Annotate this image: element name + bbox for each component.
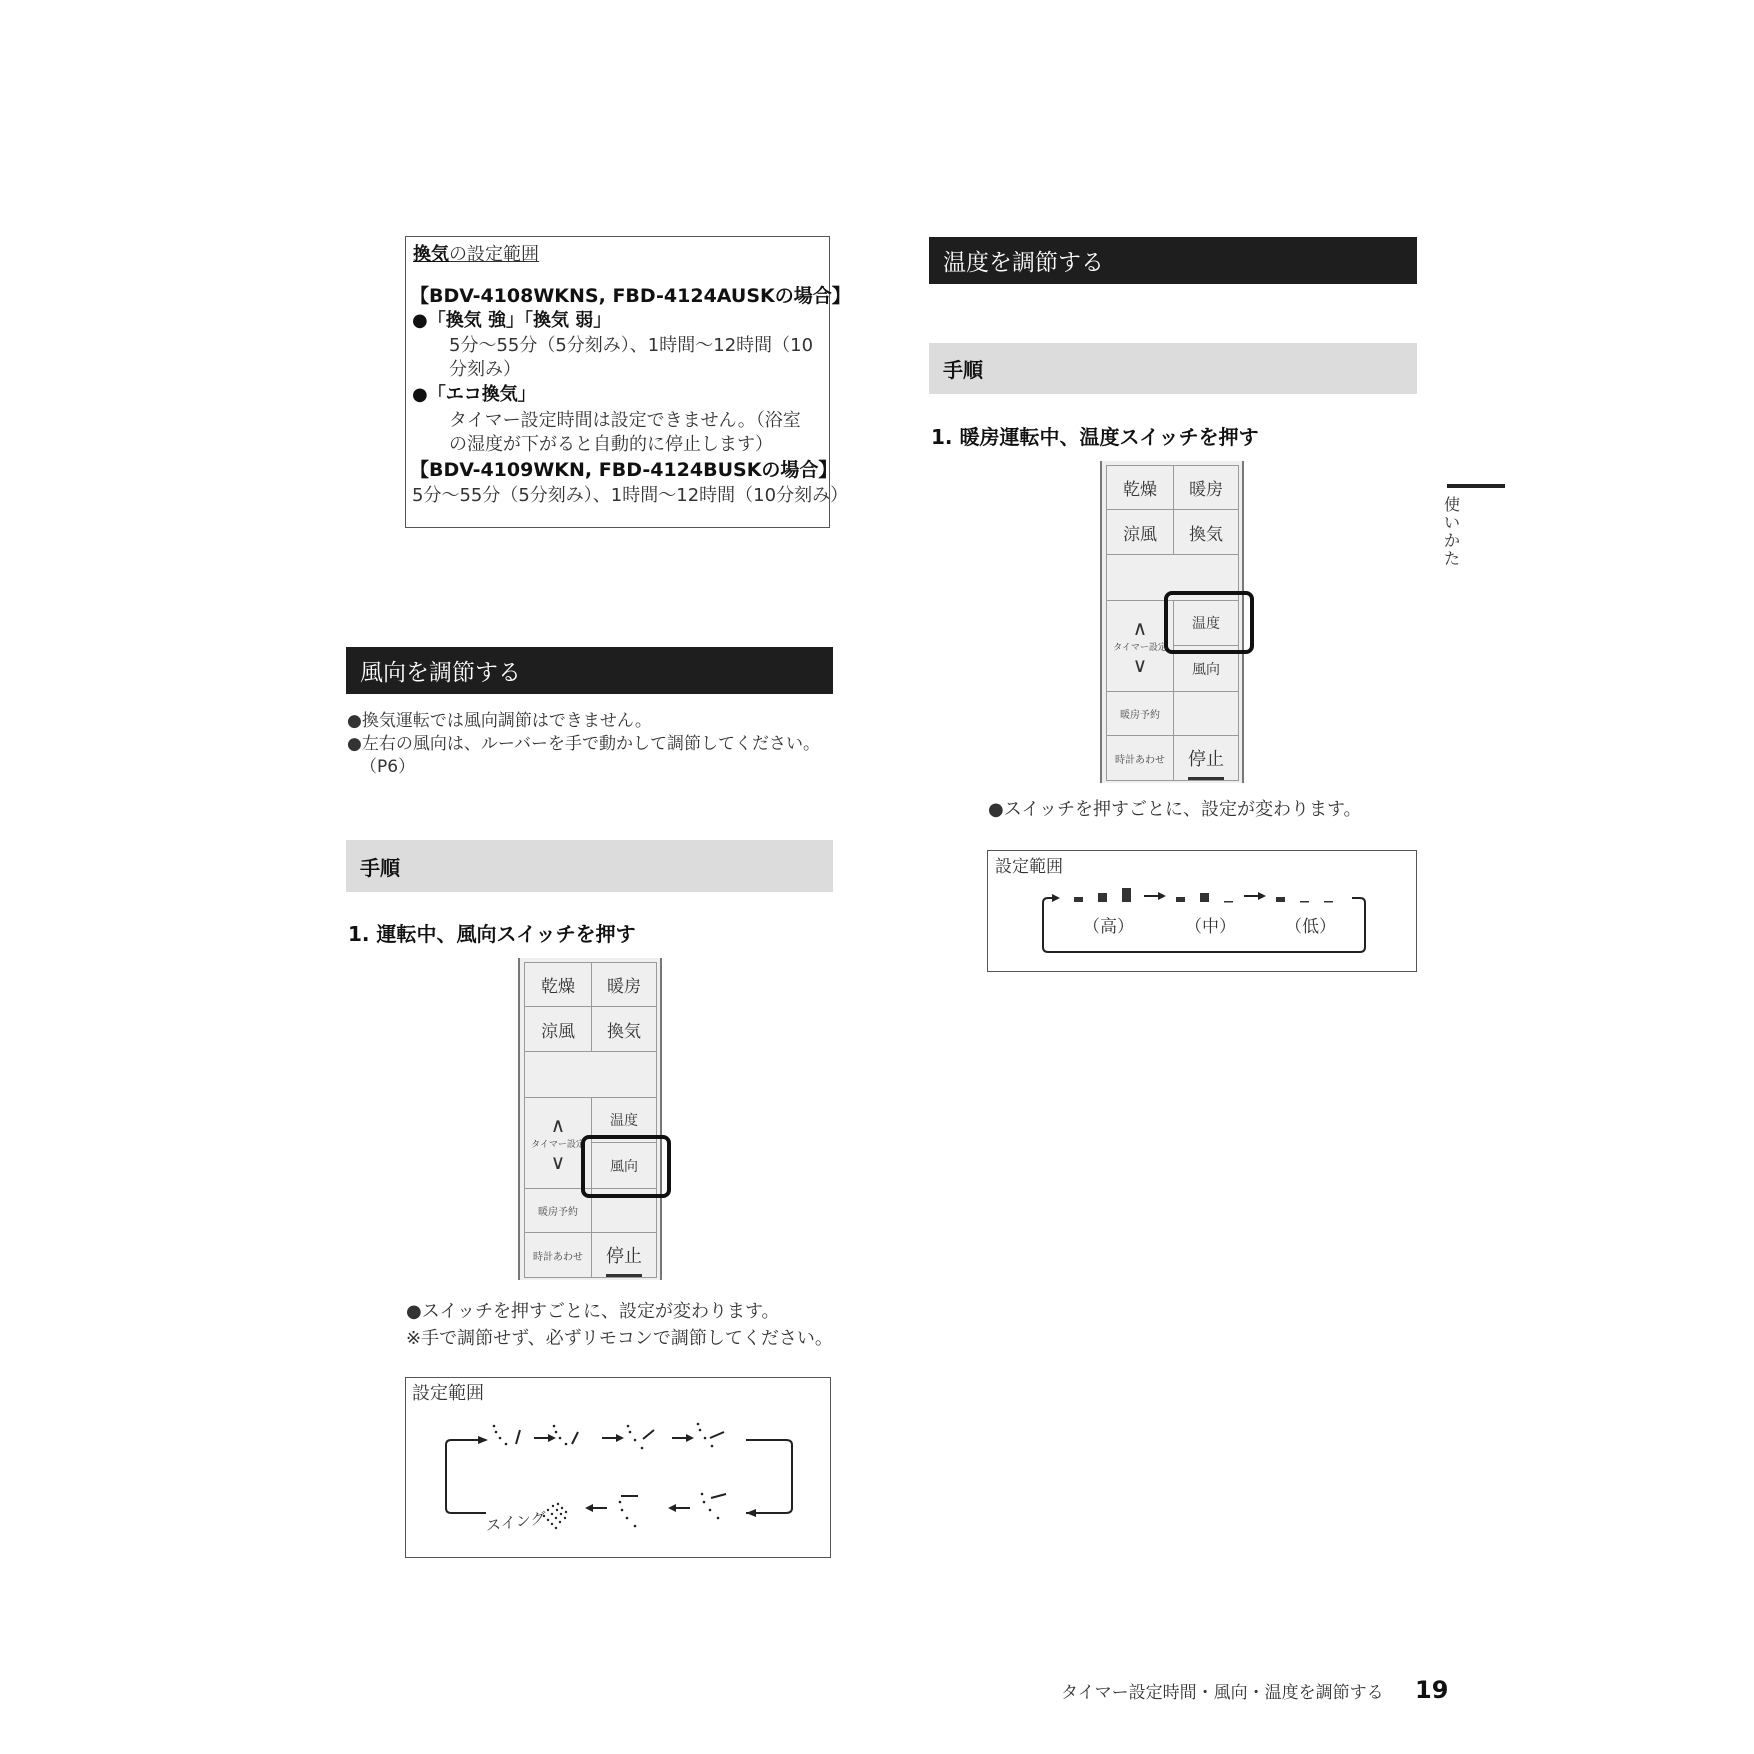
- stop-button[interactable]: 停止: [591, 1232, 657, 1278]
- model-a-label: 【BDV-4108WKNS, FBD-4124AUSKの場合】: [410, 285, 851, 307]
- temp-bullet: ●スイッチを押すごとに、設定が変わります。: [988, 799, 1362, 820]
- cool-button[interactable]: 涼風: [524, 1006, 592, 1052]
- page-number: 19: [1415, 1676, 1449, 1704]
- wind-procedure-heading: 手順: [346, 840, 833, 892]
- ventilation-range-box: [405, 236, 851, 528]
- temp-button-highlight: [1164, 591, 1254, 654]
- chevron-down-icon[interactable]: ∨: [1132, 652, 1148, 677]
- wind-button[interactable]: 風向: [591, 1142, 657, 1189]
- temperature-heading: 温度を調節する: [929, 237, 1417, 284]
- wind-note-2: ●左右の風向は、ルーバーを手で動かして調節してください。: [347, 734, 820, 754]
- temp-range-box: [987, 850, 1417, 972]
- wind-button[interactable]: 風向: [1173, 645, 1239, 692]
- wind-direction-heading: 風向を調節する: [346, 647, 833, 694]
- wind-direction-cycle-diagram: [406, 1378, 832, 1559]
- item1-label: ●「換気 強」「換気 弱」: [412, 310, 612, 331]
- side-tab-label: 使いかた: [1444, 495, 1461, 568]
- dry-button[interactable]: 乾燥: [524, 962, 592, 1007]
- temp-button[interactable]: 温度: [1173, 600, 1239, 646]
- timer-set-label: タイマー設定: [1113, 642, 1167, 653]
- heat-reserve-button[interactable]: 暖房予約: [1106, 691, 1174, 736]
- temp-procedure-heading: 手順: [929, 343, 1417, 394]
- timer-set-label: タイマー設定: [531, 1139, 585, 1150]
- ventilation-range-title: の設定範囲: [449, 244, 539, 265]
- temp-range-title: 設定範囲: [995, 857, 1063, 877]
- wind-range-title: 設定範囲: [412, 1383, 484, 1404]
- vent-button[interactable]: 換気: [1173, 509, 1239, 555]
- item2-label: ●「エコ換気」: [412, 384, 536, 405]
- swing-label: スイング: [486, 1508, 546, 1536]
- side-tab-bar: [1447, 484, 1505, 488]
- level-low-label: （低）: [1285, 917, 1336, 937]
- stop-button[interactable]: 停止: [1173, 735, 1239, 781]
- wind-note-2-ref: （P6）: [360, 757, 416, 777]
- wind-caution: ※手で調節せず、必ずリモコンで調節してください。: [406, 1328, 833, 1349]
- clock-button[interactable]: 時計あわせ: [1106, 735, 1174, 781]
- heat-button[interactable]: 暖房: [591, 962, 657, 1007]
- dry-button[interactable]: 乾燥: [1106, 465, 1174, 510]
- item2-line2: の湿度が下がると自動的に停止します）: [449, 434, 773, 455]
- stop-underline: [606, 1274, 642, 1277]
- wind-remote-panel: [518, 958, 662, 1280]
- model-b-label: 【BDV-4109WKN, FBD-4124BUSKの場合】: [410, 459, 838, 481]
- cool-button[interactable]: 涼風: [1106, 509, 1174, 555]
- chevron-up-icon[interactable]: ∧: [550, 1112, 566, 1137]
- level-mid-label: （中）: [1185, 917, 1236, 937]
- temp-button[interactable]: 温度: [591, 1097, 657, 1143]
- blank-area: [524, 1051, 657, 1098]
- vent-button[interactable]: 換気: [591, 1006, 657, 1052]
- ventilation-range-title-bold: 換気: [413, 244, 449, 265]
- wind-step-1: 1. 運転中、風向スイッチを押す: [348, 922, 636, 946]
- footer-title: タイマー設定時間・風向・温度を調節する: [1061, 1683, 1384, 1703]
- temp-step-1: 1. 暖房運転中、温度スイッチを押す: [931, 425, 1259, 449]
- blank-cell: [1173, 691, 1239, 736]
- wind-bullet: ●スイッチを押すごとに、設定が変わります。: [406, 1301, 780, 1322]
- wind-note-1: ●換気運転では風向調節はできません。: [347, 711, 652, 731]
- item1-line1: 5分～55分（5分刻み）、1時間～12時間（10: [449, 335, 814, 356]
- heat-button[interactable]: 暖房: [1173, 465, 1239, 510]
- wind-button-highlight: [581, 1135, 671, 1198]
- chevron-down-icon[interactable]: ∨: [550, 1149, 566, 1174]
- level-high-label: （高）: [1083, 917, 1134, 937]
- item1-line2: 分刻み）: [449, 359, 521, 380]
- chevron-up-icon[interactable]: ∧: [1132, 615, 1148, 640]
- wind-range-box: [405, 1377, 831, 1558]
- heat-reserve-button[interactable]: 暖房予約: [524, 1188, 592, 1233]
- item2-line1: タイマー設定時間は設定できません。（浴室: [449, 410, 801, 431]
- model-b-line: 5分～55分（5分刻み）、1時間～12時間（10分刻み）: [412, 485, 849, 506]
- clock-button[interactable]: 時計あわせ: [524, 1232, 592, 1278]
- stop-underline: [1188, 777, 1224, 780]
